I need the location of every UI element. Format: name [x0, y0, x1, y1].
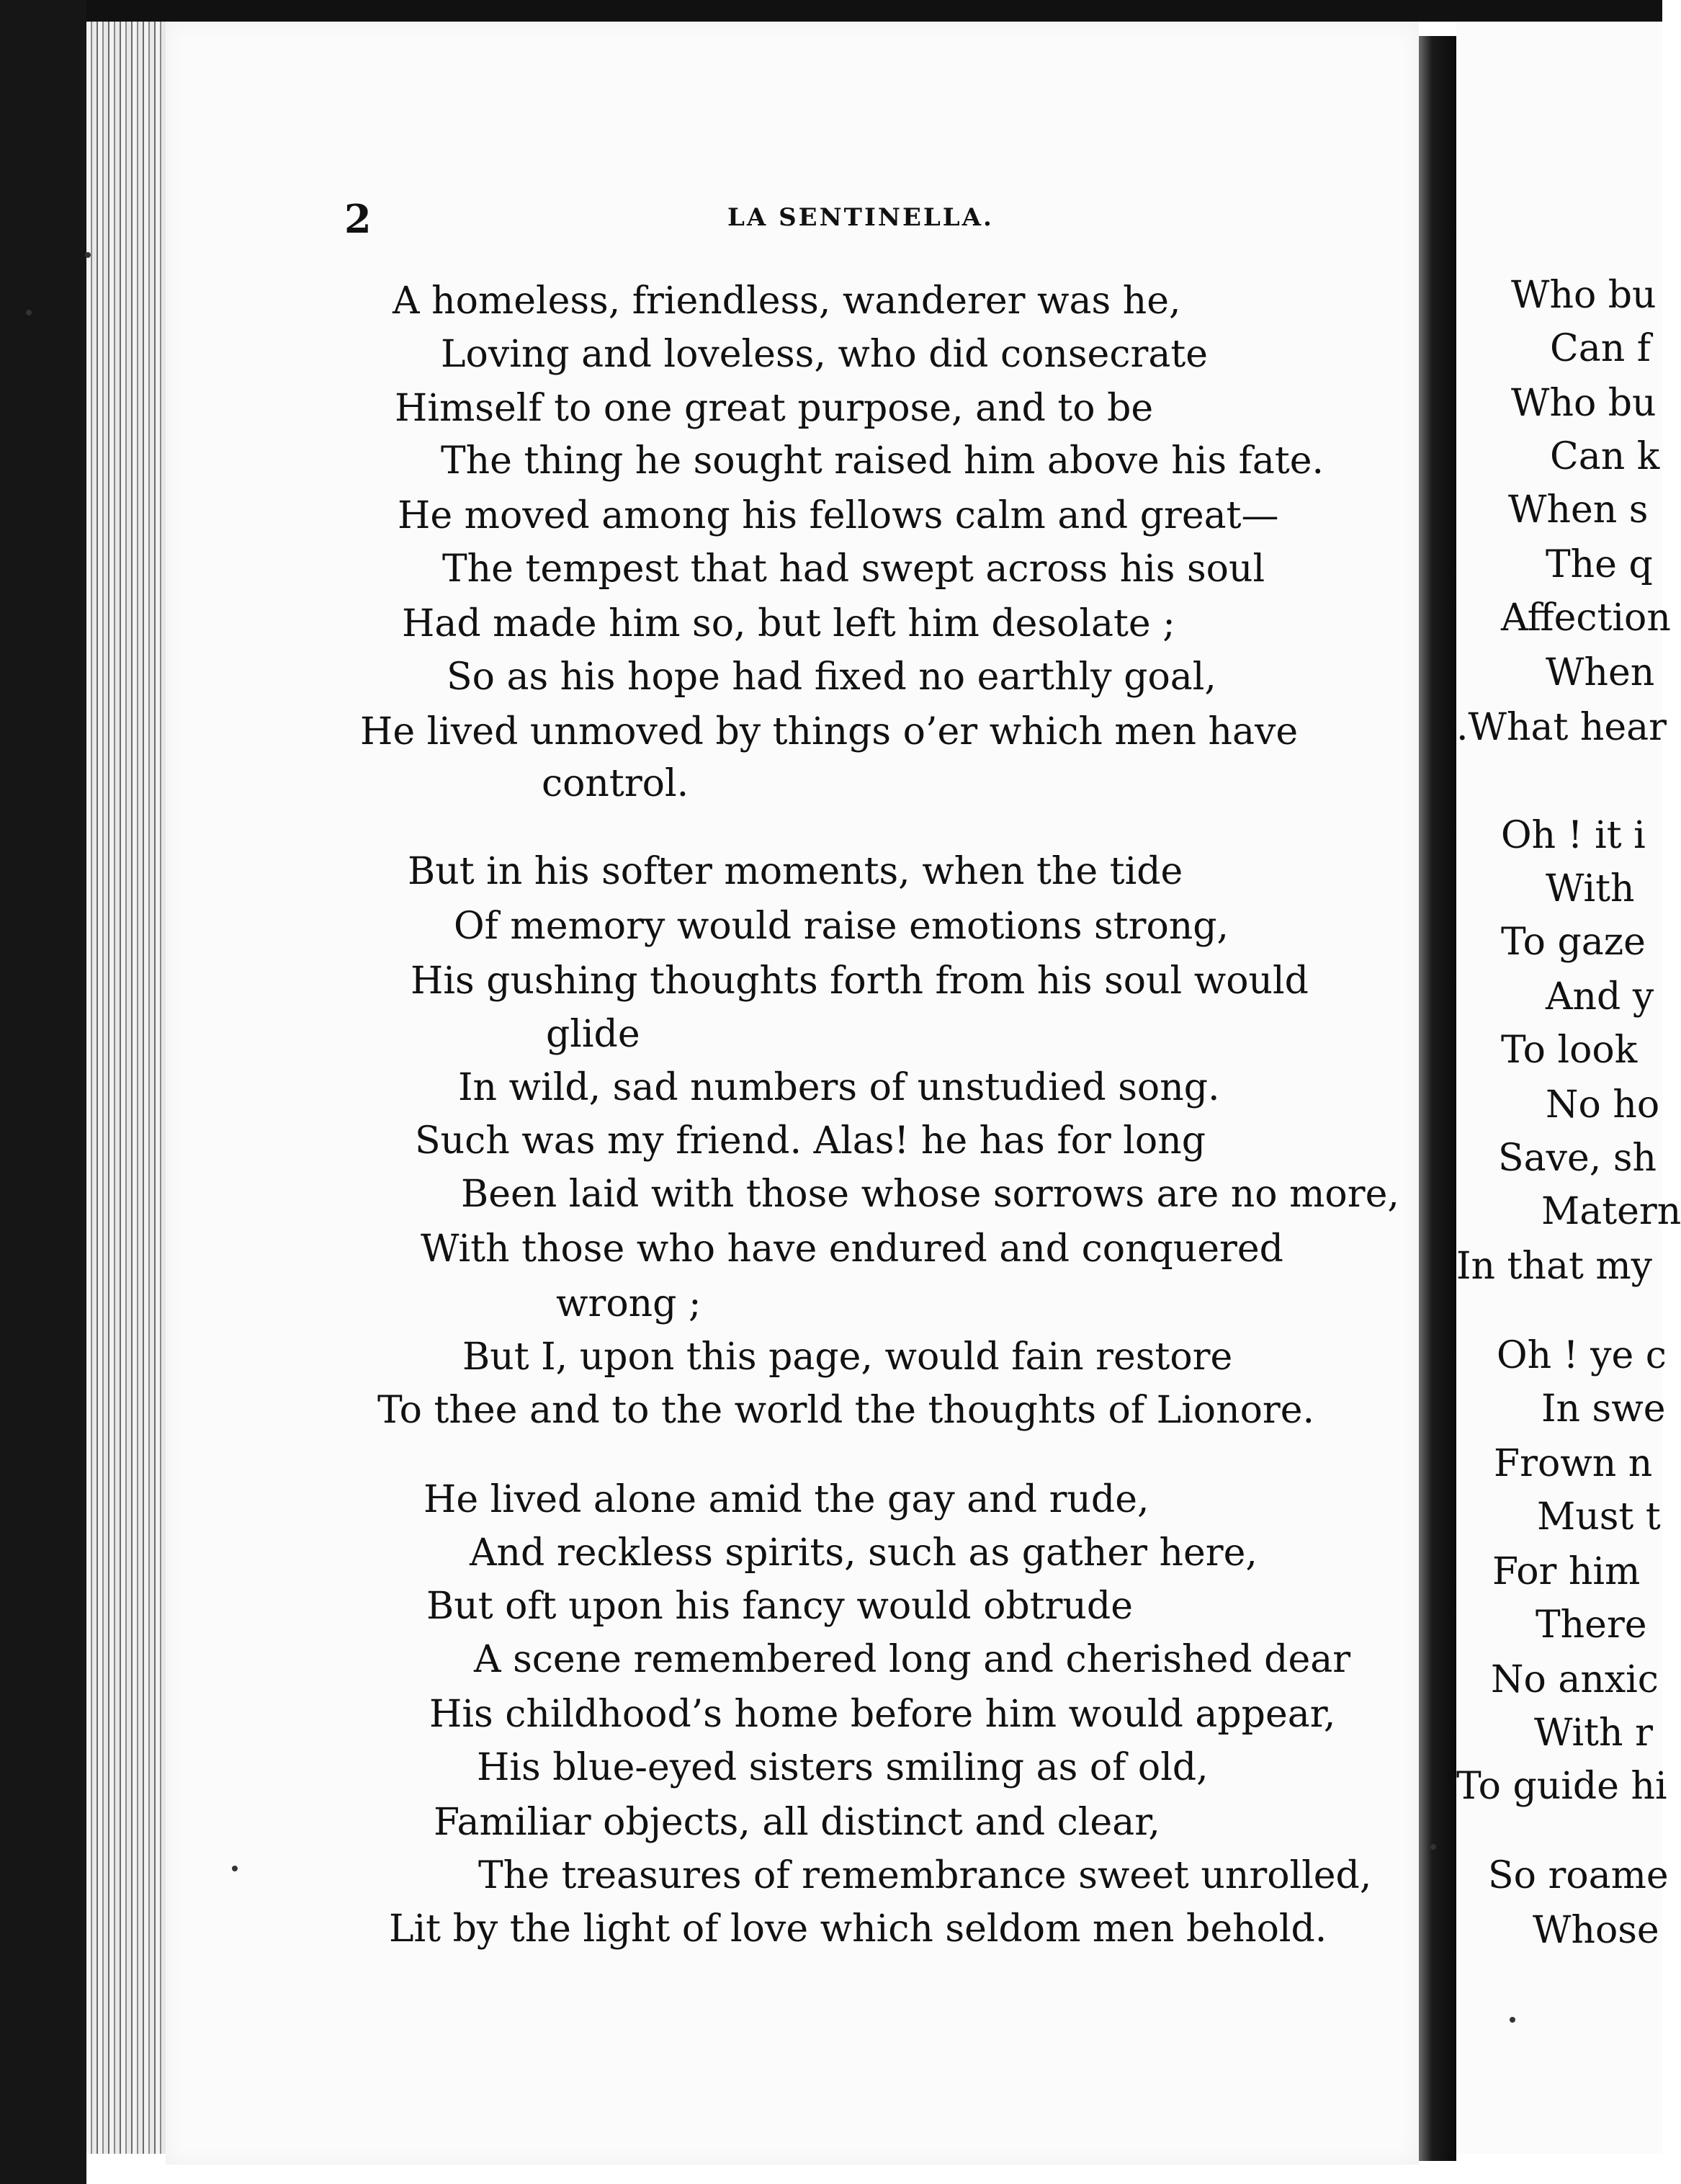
scan-speck — [1510, 2017, 1515, 2023]
fragment-line: .What hear — [1456, 706, 1667, 749]
fragment-line: Who bu — [1511, 382, 1657, 425]
poem-line: Familiar objects, all distinct and clear, — [434, 1801, 1160, 1844]
poem-line: So as his hope had fixed no earthly goal, — [447, 655, 1216, 699]
fragment-line: To gaze — [1501, 921, 1646, 964]
right-page-text — [1456, 22, 1681, 2154]
fragment-line: Oh ! ye c — [1497, 1334, 1667, 1377]
poem-line: Loving and loveless, who did consecrate — [441, 333, 1208, 376]
fragment-line: When — [1546, 651, 1655, 694]
fragment-line: With r — [1534, 1711, 1653, 1755]
fragment-line: No ho — [1546, 1083, 1660, 1127]
poem-line: To thee and to the world the thoughts of Lionore. — [377, 1389, 1315, 1432]
stacked-page-edges — [86, 22, 166, 2154]
scan-speck — [1430, 1844, 1436, 1850]
fragment-line: To look — [1501, 1029, 1638, 1072]
fragment-line: The q — [1546, 543, 1653, 586]
fragment-line: Frown n — [1494, 1442, 1653, 1485]
fragment-line: To guide hi — [1456, 1765, 1667, 1808]
poem-line: wrong ; — [556, 1282, 701, 1325]
poem-line: He lived unmoved by things o’er which men have — [360, 710, 1299, 753]
poem-line: But I, upon this page, would fain restore — [462, 1335, 1233, 1379]
fragment-line: In that my — [1456, 1245, 1653, 1288]
poem-line: Had made him so, but left him desolate ; — [402, 602, 1175, 645]
poem-line: He lived alone amid the gay and rude, — [423, 1478, 1149, 1521]
fragment-line: Affection — [1501, 596, 1671, 640]
poem-line: Himself to one great purpose, and to be — [395, 387, 1154, 430]
poem-line: glide — [546, 1013, 640, 1056]
running-title: LA SENTINELLA. — [727, 203, 994, 232]
fragment-line: When s — [1508, 488, 1649, 532]
poem-line: With those who have endured and conquered — [421, 1227, 1283, 1271]
poem-line: Of memory would raise emotions strong, — [454, 905, 1229, 948]
scan-speck — [26, 310, 32, 315]
scan-speck — [232, 1866, 238, 1871]
poem-line: Been laid with those whose sorrows are no more, — [461, 1173, 1399, 1216]
fragment-line: Oh ! it i — [1501, 814, 1646, 857]
poem-line: But oft upon his fancy would obtrude — [426, 1585, 1133, 1628]
poem-line: He moved among his fellows calm and great— — [398, 494, 1279, 537]
poem-line: Such was my friend. Alas! he has for long — [415, 1119, 1206, 1163]
poem-line: The tempest that had swept across his soul — [442, 547, 1265, 591]
poem-line: His childhood’s home before him would appear, — [429, 1693, 1336, 1736]
fragment-line: For him — [1492, 1550, 1641, 1593]
fragment-line: No anxic — [1491, 1658, 1659, 1701]
fragment-line: Can k — [1550, 435, 1660, 478]
page-number: 2 — [344, 196, 372, 242]
poem-line: But in his softer moments, when the tide — [408, 850, 1183, 893]
poem-line: His gushing thoughts forth from his soul would — [411, 959, 1309, 1003]
fragment-line: Must t — [1537, 1495, 1661, 1539]
poem-line: A homeless, friendless, wanderer was he, — [393, 279, 1181, 323]
fragment-line: Matern — [1541, 1190, 1681, 1233]
poem-line: In wild, sad numbers of unstudied song. — [458, 1066, 1220, 1109]
fragment-line: And y — [1546, 975, 1654, 1019]
fragment-line: Whose — [1533, 1909, 1659, 1952]
scan-speck — [85, 252, 91, 258]
scan-border-top — [0, 0, 1662, 22]
poem-line: And reckless spirits, such as gather here, — [470, 1531, 1258, 1575]
poem-line: The thing he sought raised him above his fate. — [441, 439, 1324, 483]
poem-line: The treasures of remembrance sweet unrolled, — [478, 1854, 1372, 1897]
fragment-line: In swe — [1541, 1387, 1666, 1431]
poem-line: control. — [542, 762, 689, 805]
fragment-line: Save, sh — [1498, 1137, 1657, 1180]
poem-line: A scene remembered long and cherished dear — [474, 1638, 1351, 1681]
poem-line: His blue-eyed sisters smiling as of old, — [477, 1746, 1209, 1789]
fragment-line: Can f — [1550, 327, 1651, 370]
fragment-line: There — [1536, 1603, 1647, 1647]
poem-line: Lit by the light of love which seldom men behold. — [389, 1907, 1327, 1951]
fragment-line: With — [1546, 867, 1635, 910]
fragment-line: So roame — [1488, 1854, 1669, 1897]
scan-border-left — [0, 0, 86, 2184]
book-gutter — [1419, 36, 1456, 2161]
fragment-line: Who bu — [1511, 274, 1657, 317]
